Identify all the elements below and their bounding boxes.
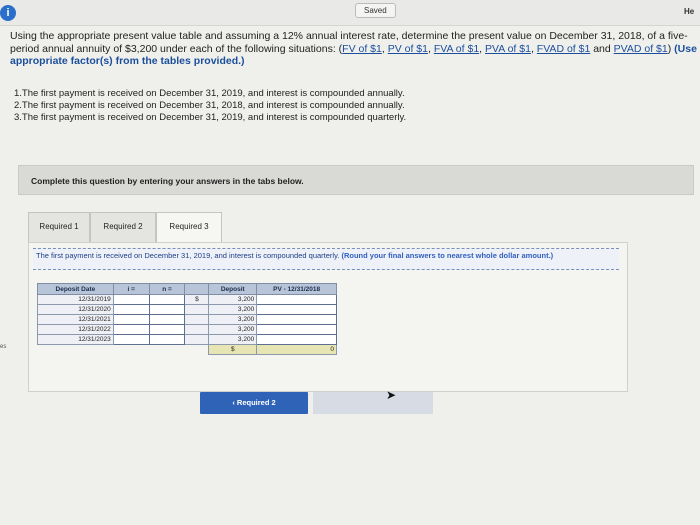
header-periods: n = bbox=[149, 284, 185, 295]
interest-rate-input[interactable] bbox=[113, 315, 149, 325]
deposit-date-cell: 12/31/2023 bbox=[38, 335, 114, 345]
total-currency: $ bbox=[209, 345, 257, 355]
table-row bbox=[38, 325, 337, 335]
interest-rate-input[interactable] bbox=[113, 295, 149, 305]
periods-input[interactable] bbox=[149, 335, 185, 345]
currency-cell bbox=[185, 315, 209, 325]
table-row bbox=[38, 305, 337, 315]
currency-cell bbox=[185, 325, 209, 335]
periods-input[interactable] bbox=[149, 305, 185, 315]
link-fv-of-1[interactable]: FV of $1 bbox=[342, 42, 382, 55]
info-icon[interactable]: i bbox=[0, 5, 16, 21]
header-deposit: Deposit bbox=[209, 284, 257, 295]
prev-button-label: Required 2 bbox=[236, 398, 276, 407]
deposit-date-cell: 12/31/2022 bbox=[38, 325, 114, 335]
pv-input[interactable] bbox=[257, 305, 337, 315]
periods-input[interactable] bbox=[149, 295, 185, 305]
interest-rate-input[interactable] bbox=[113, 325, 149, 335]
interest-rate-input[interactable] bbox=[113, 305, 149, 315]
deposit-cell: 3,200 bbox=[209, 295, 257, 305]
pv-input[interactable] bbox=[257, 295, 337, 305]
situation-item: 2.The first payment is received on December 31, 2018, and interest is compounded annually. bbox=[14, 100, 405, 111]
total-spacer bbox=[113, 345, 149, 355]
link-pv-of-1[interactable]: PV of $1 bbox=[387, 42, 428, 55]
currency-cell bbox=[185, 335, 209, 345]
mouse-cursor-icon: ➤ bbox=[386, 388, 397, 402]
deposit-cell: 3,200 bbox=[209, 335, 257, 345]
header-interest-rate: i = bbox=[113, 284, 149, 295]
header-deposit-date: Deposit Date bbox=[38, 284, 114, 295]
currency-cell: $ bbox=[185, 295, 209, 305]
deposit-cell: 3,200 bbox=[209, 305, 257, 315]
instructions-box bbox=[18, 165, 694, 195]
periods-input[interactable] bbox=[149, 325, 185, 335]
total-row bbox=[38, 345, 337, 355]
deposit-date-cell: 12/31/2021 bbox=[38, 315, 114, 325]
tab-required-1[interactable]: Required 1 bbox=[28, 212, 90, 242]
top-bar bbox=[0, 0, 700, 26]
saved-status-badge: Saved bbox=[355, 3, 396, 18]
chevron-left-icon: ‹ bbox=[232, 398, 235, 407]
deposit-cell: 3,200 bbox=[209, 325, 257, 335]
situation-item: 1.The first payment is received on December 31, 2019, and interest is compounded annually. bbox=[14, 88, 405, 99]
required-3-panel bbox=[28, 242, 628, 392]
side-mark: es bbox=[0, 344, 7, 350]
table-row bbox=[38, 295, 337, 305]
deposit-cell: 3,200 bbox=[209, 315, 257, 325]
deposit-date-cell: 12/31/2019 bbox=[38, 295, 114, 305]
question-note bbox=[33, 248, 619, 270]
situation-list bbox=[14, 88, 654, 124]
total-spacer bbox=[185, 345, 209, 355]
total-spacer bbox=[38, 345, 114, 355]
header-pv: PV - 12/31/2018 bbox=[257, 284, 337, 295]
pv-input[interactable] bbox=[257, 325, 337, 335]
pv-input[interactable] bbox=[257, 315, 337, 325]
link-pvad-of-1[interactable]: PVAD of $1 bbox=[613, 42, 668, 55]
header-blank bbox=[185, 284, 209, 295]
table-row bbox=[38, 315, 337, 325]
total-spacer bbox=[149, 345, 185, 355]
periods-input[interactable] bbox=[149, 315, 185, 325]
link-fva-of-1[interactable]: FVA of $1 bbox=[433, 42, 480, 55]
question-text: Using the appropriate present value table and assuming a 12% annual interest rate, determine the present value on December 31, 2018, of a five-period annual annuity of $3,200 under each of the following situations: (FV of $1, PV of $1, FVA of $1, PVA of $1, FVAD of $1 and PVAD of $1) (Use appropriate factor(s) from the tables provided.) bbox=[10, 30, 697, 67]
pv-input[interactable] bbox=[257, 335, 337, 345]
total-pv-value: 0 bbox=[257, 345, 337, 355]
pv-table bbox=[37, 283, 337, 355]
note-text: The first payment is received on December 31, 2019, and interest is compounded quarterly. bbox=[36, 251, 340, 260]
situation-item: 3.The first payment is received on December 31, 2019, and interest is compounded quarterly. bbox=[14, 112, 407, 123]
tab-required-3[interactable]: Required 3 bbox=[156, 212, 222, 243]
tab-required-2[interactable]: Required 2 bbox=[90, 212, 156, 242]
table-row bbox=[38, 335, 337, 345]
question-body: Using the appropriate present value table and assuming a 12% annual interest rate, determine the present value on December 31, 2018, of a five-period annual annuity of $3,200 under each of the following situations: ( bbox=[10, 30, 688, 55]
help-link[interactable]: He bbox=[684, 7, 695, 16]
deposit-date-cell: 12/31/2020 bbox=[38, 305, 114, 315]
instructions-text: Complete this question by entering your answers in the tabs below. bbox=[31, 176, 304, 186]
interest-rate-input[interactable] bbox=[113, 335, 149, 345]
link-fvad-of-1[interactable]: FVAD of $1 bbox=[536, 42, 591, 55]
factor-instruction: (Use appropriate factor(s) from the tables provided.) bbox=[10, 42, 697, 67]
table-header-row bbox=[38, 284, 337, 295]
prev-required-2-button[interactable] bbox=[200, 392, 308, 414]
rounding-hint: (Round your final answers to nearest whole dollar amount.) bbox=[341, 251, 554, 260]
currency-cell bbox=[185, 305, 209, 315]
link-pva-of-1[interactable]: PVA of $1 bbox=[485, 42, 531, 55]
next-button-disabled[interactable] bbox=[313, 392, 433, 414]
